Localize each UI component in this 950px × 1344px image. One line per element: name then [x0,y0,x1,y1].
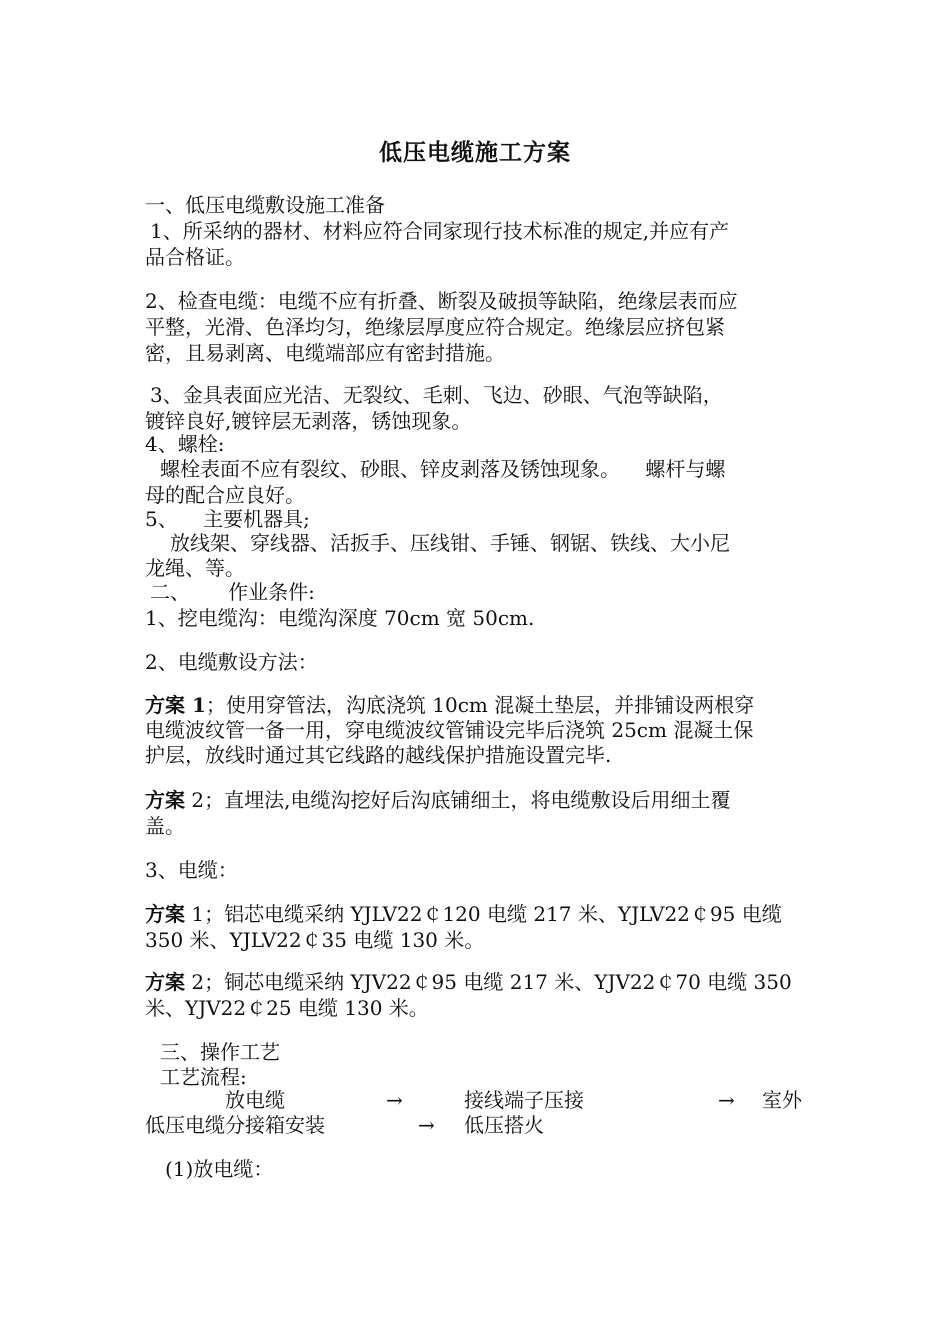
paragraph-5-heading: 5、 主要机器具; [145,507,310,531]
paragraph-5-line-2: 龙绳、等。 [145,556,245,580]
plan-1-line-1 [145,692,810,719]
section-2-item-2: 2、电缆敷设方法： [145,650,318,674]
plan-2-line-2: 盖。 [145,814,185,838]
subsection-1-heading: (1)放电缆： [165,1157,274,1181]
paragraph-4-line-1: 螺栓表面不应有裂纹、砂眼、锌皮剥落及锈蚀现象。 螺杆与螺 [160,457,726,481]
paragraph-3-line-2: 镀锌良好,镀锌层无剥落，锈蚀现象。 [145,409,472,433]
cable-plan-2-text: 2；铜芯电缆采纳 YJV22￠95 电缆 217 米、YJV22￠70 电缆 350 [185,970,792,994]
process-flow-heading: 工艺流程: [160,1065,247,1089]
paragraph-1-line-1: 1、所采纳的器材、材料应符合同家现行技术标准的规定,并应有产 [150,219,730,243]
paragraph-2-line-1: 2、检查电缆：电缆不应有折叠、断裂及破损等缺陷，绝缘层表而应 [145,289,738,313]
paragraph-1-line-2: 品合格证。 [145,245,245,269]
flow-step-lay-cable: 放电缆 [225,1088,285,1112]
paragraph-5-line-1: 放线架、穿线器、活扳手、压线钳、手锤、钢锯、铁线、大小尼 [170,531,730,555]
plan-1-text: ；使用穿管法，沟底浇筑 10cm 混凝土垫层，并排铺设两根穿 [205,693,755,717]
flow-arrow-2: → [718,1088,735,1112]
paragraph-4-heading: 4、螺栓: [145,432,225,456]
cable-plan-1-line-2: 350 米、YJLV22￠35 电缆 130 米。 [145,928,485,952]
section-2-item-3: 3、电缆： [145,858,238,882]
section-1-heading: 一、低压电缆敷设施工准备 [145,193,385,217]
plan-1-line-3: 护层，放线时通过其它线路的越线保护措施设置完毕. [145,743,612,767]
cable-plan-2-label: 方案 [145,970,185,994]
cable-plan-1-text: 1；铝芯电缆采纳 YJLV22￠120 电缆 217 米、YJLV22￠95 电缆 [185,902,782,926]
flow-step-connection: 低压搭火 [464,1113,544,1137]
section-2-heading: 二、 作业条件: [150,580,315,604]
flow-step-distribution-box: 低压电缆分接箱安装 [145,1113,325,1137]
cable-plan-2-line-1 [145,969,810,996]
document-title: 低压电缆施工方案 [379,139,571,166]
paragraph-2-line-2: 平整，光滑、色泽均匀，绝缘层厚度应符合规定。绝缘层应挤包紧 [145,315,725,339]
flow-arrow-1: → [386,1088,403,1112]
paragraph-3-line-1: 3、金具表面应光洁、无裂纹、毛刺、飞边、砂眼、气泡等缺陷， [150,383,723,407]
section-2-item-1: 1、挖电缆沟：电缆沟深度 70cm 宽 50cm. [145,606,535,630]
flow-arrow-3: → [418,1113,435,1137]
plan-2-line-1 [145,787,810,814]
flow-step-outdoor: 室外 [762,1088,802,1112]
paragraph-2-line-3: 密，且易剥离、电缆端部应有密封措施。 [145,341,505,365]
plan-1-line-2: 电缆波纹管一备一用，穿电缆波纹管铺设完毕后浇筑 25cm 混凝土保 [145,718,754,742]
cable-plan-2-line-2: 米、YJV22￠25 电缆 130 米。 [145,996,429,1020]
paragraph-4-line-2: 母的配合应良好。 [145,483,305,507]
plan-2-label: 方案 [145,788,185,812]
cable-plan-1-line-1 [145,901,810,928]
plan-1-label: 方案 1 [145,693,206,717]
section-3-heading: 三、操作工艺 [160,1040,280,1064]
plan-2-text: 2；直埋法,电缆沟挖好后沟底铺细土，将电缆敷设后用细土覆 [185,788,731,812]
flow-step-terminal-crimping: 接线端子压接 [464,1088,584,1112]
cable-plan-1-label: 方案 [145,902,185,926]
